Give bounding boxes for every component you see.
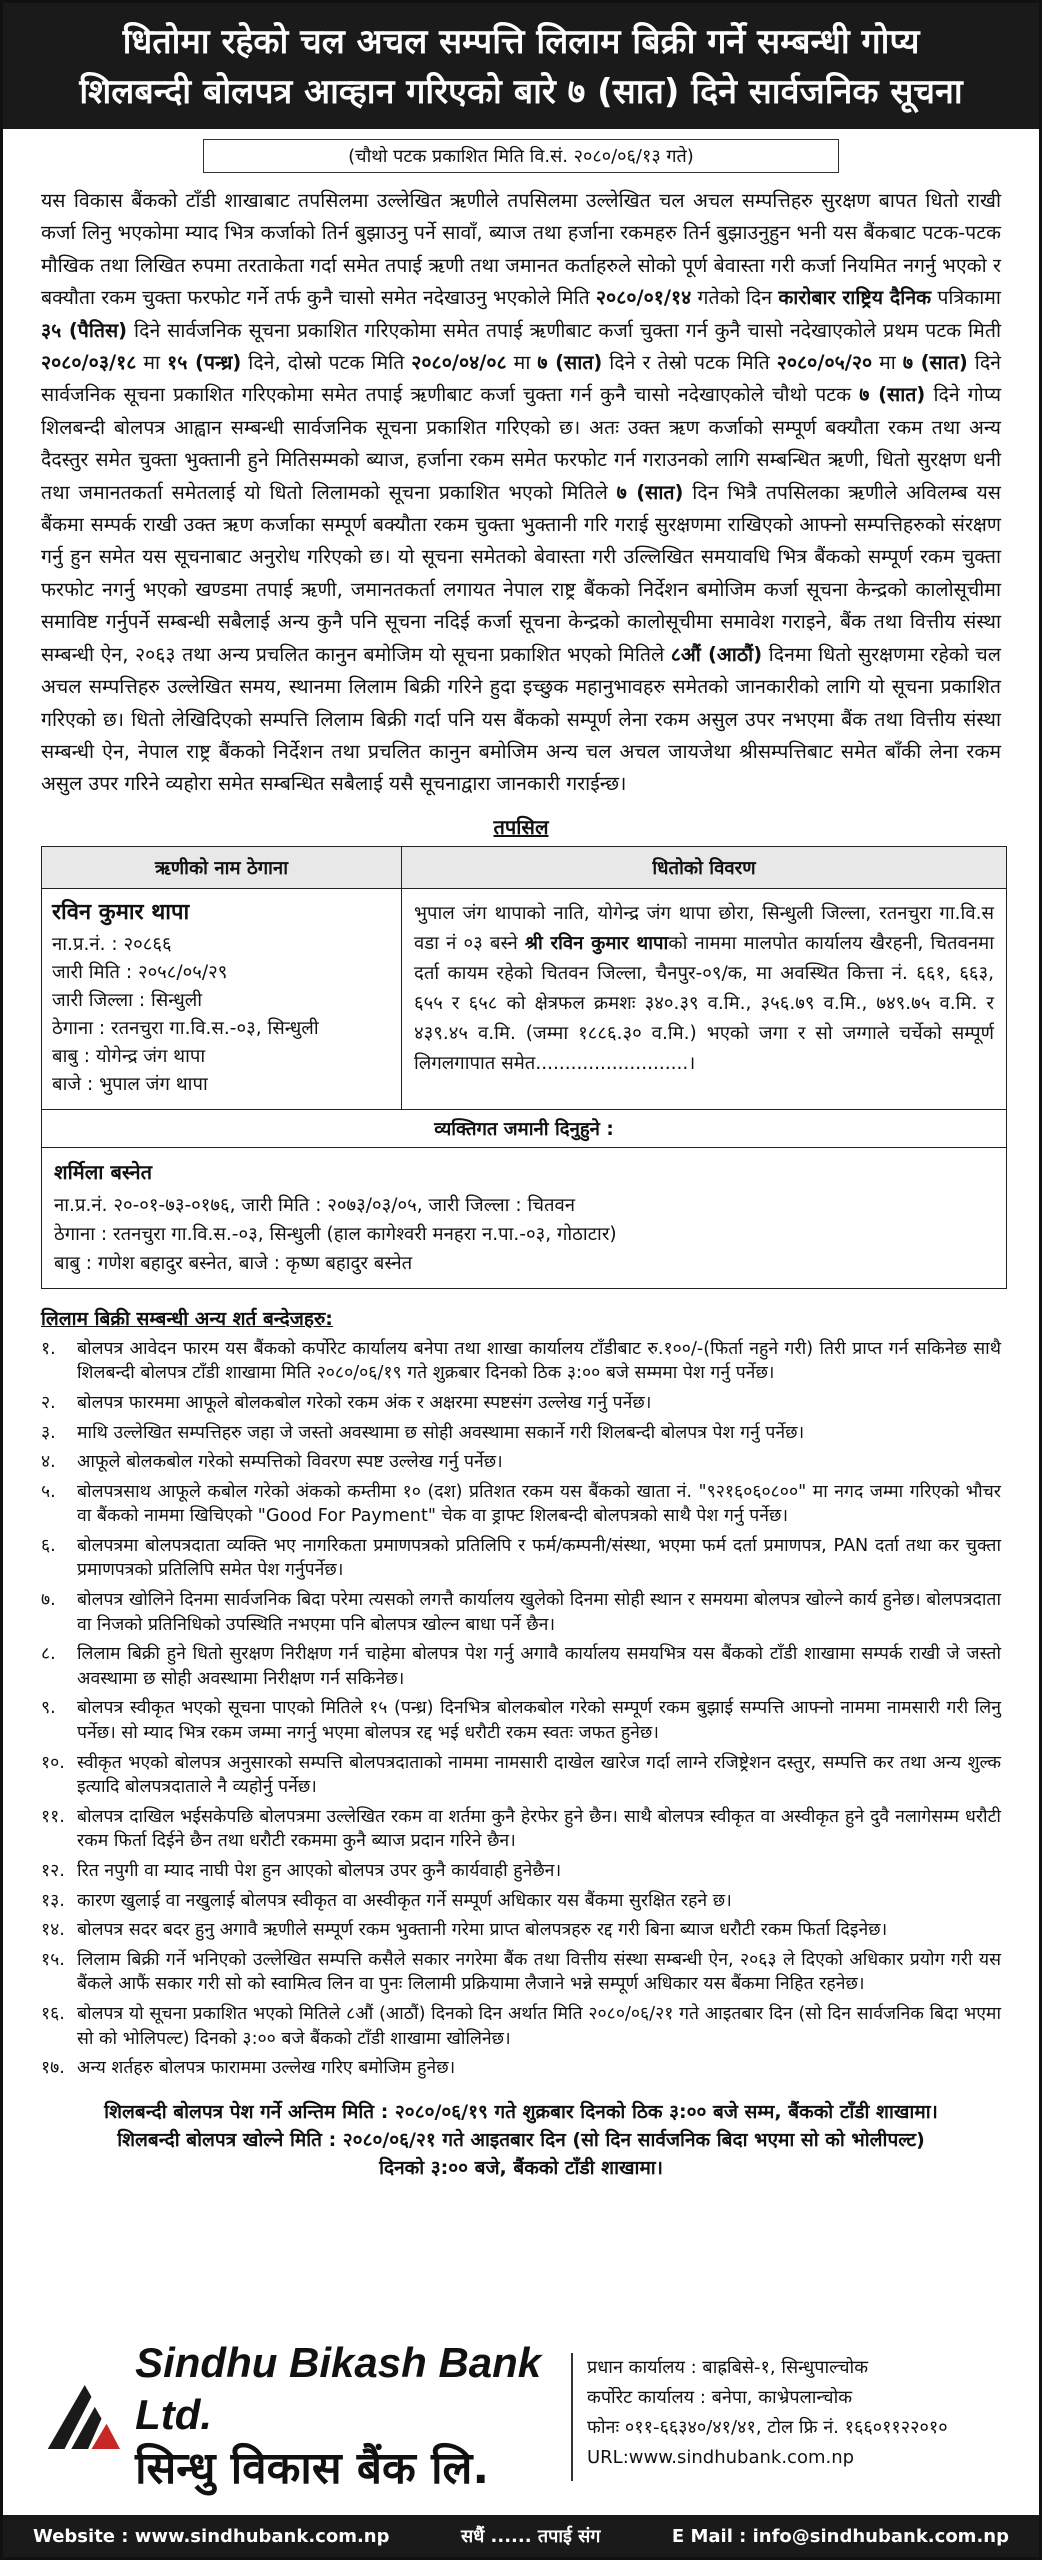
bank-name-nepali: सिन्धु विकास बैंक लि. xyxy=(135,2443,490,2494)
bank-contact xyxy=(571,2353,948,2481)
term-number: ६. xyxy=(41,1535,56,1556)
borrower-cell xyxy=(42,888,402,1109)
borrower-name: रविन कुमार थापा xyxy=(52,899,190,925)
term-number: १५. xyxy=(41,1949,65,1970)
term-text: स्वीकृत भएको बोलपत्र अनुसारको सम्पत्ति बोलपत्रदाताको नाममा नामसारी दाखेल खारेज गर्दा लाग्ने रजिष्ट्रेशन दस्तुर, सम्पत्ति कर तथा अन्य शुल्क इत्यादि बोलपत्रदाताले नै व्यहोर्नु पर्नेछ। xyxy=(77,1752,1001,1798)
borrower-detail: बाजे : भुपाल जंग थापा xyxy=(52,1073,208,1095)
term-number: ९. xyxy=(41,1698,56,1719)
corporate-office: कर्पोरेट कार्यालय : बनेपा, काभ्रेपलान्चोक xyxy=(587,2387,853,2408)
term-text: बोलपत्र दाखिल भईसकेपछि बोलपत्रमा उल्लेखित रकम वा शर्तमा कुनै हेरफेर हुने छैन। साथै बोलपत्र स्वीकृत वा अस्वीकृत हुने दुवै नलागेसम्म धरौटी रकम फिर्ता दिईने छैन तथा धरौटी रकममा कुनै ब्याज प्रदान गरिने छैन। xyxy=(77,1806,1001,1852)
guarantor-detail: ठेगाना : रतनचुरा गा.वि.स.-०३, सिन्धुली (हाल कागेश्वरी मनहरा न.पा.-०३, गोठाटार) xyxy=(54,1223,617,1245)
term-text: रित नपुगी वा म्याद नाघी पेश हुन आएको बोलपत्र उपर कुनै कार्यवाही हुनेछैन। xyxy=(77,1861,562,1881)
term-number: ५. xyxy=(41,1481,56,1502)
footer-website[interactable]: Website : www.sindhubank.com.np xyxy=(33,2525,390,2547)
term-number: ३. xyxy=(41,1422,56,1443)
terms-list xyxy=(3,1337,1039,2081)
term-item xyxy=(41,1642,1001,1691)
term-number: ७. xyxy=(41,1590,56,1611)
term-number: १७. xyxy=(41,2058,65,2079)
collateral-owner-name: श्री रविन कुमार थापा xyxy=(524,932,669,954)
borrower-detail: ठेगाना : रतनचुरा गा.वि.स.-०३, सिन्धुली xyxy=(52,1017,319,1039)
term-text: बोलपत्रमा बोलपत्रदाता व्यक्ति भए नागरिकता प्रमाणपत्रको प्रतिलिपि र फर्म/कम्पनी/संस्था, भएमा फर्म दर्ता प्रमाणपत्र, PAN दर्ता तथा कर चुक्ता प्रमाणपत्रको प्रतिलिपि समेत पेश गर्नुपर्नेछ। xyxy=(77,1535,1001,1581)
header-line-1: धितोमा रहेको चल अचल सम्पत्ति लिलाम बिक्री गर्ने सम्बन्धी गोप्य xyxy=(122,22,920,62)
term-text: आफूले बोलकबोल गरेको सम्पत्तिको विवरण स्पष्ट उल्लेख गर्नु पर्नेछ। xyxy=(77,1452,503,1473)
term-item xyxy=(41,1751,1001,1800)
guarantee-title: व्यक्तिगत जमानी दिनुहुने : xyxy=(42,1109,1007,1147)
bank-logo-block xyxy=(41,2339,551,2494)
term-item xyxy=(41,1391,1001,1416)
footer-email[interactable]: E Mail : info@sindhubank.com.np xyxy=(671,2525,1009,2547)
term-item xyxy=(41,2002,1001,2051)
term-number: १६. xyxy=(41,2003,65,2024)
term-item xyxy=(41,1450,1001,1475)
guarantor-detail: बाबु : गणेश बहादुर बस्नेत, बाजे : कृष्ण बहादुर बस्नेत xyxy=(54,1252,413,1274)
term-item xyxy=(41,1696,1001,1745)
schedule-title: तपसिल xyxy=(493,814,549,839)
term-number: १२. xyxy=(41,1861,65,1881)
term-text: बोलपत्र यो सूचना प्रकाशित भएको मितिले ८औं (आठौं) दिनको दिन अर्थात मिति २०८०/०६/२१ गते आइतबार दिन (सो दिन सार्वजनिक बिदा भएमा सो को भोलिपल्ट) दिनको ३:०० बजे बैंकको टाँडी शाखामा खोलिनेछ। xyxy=(77,2003,1001,2049)
term-text: बोलपत्रसाथ आफूले कबोल गरेको अंकको कम्तीमा १० (दश) प्रतिशत रकम यस बैंकको खाता नं. "९२१६०६०८००" मा नगद जम्मा गरिएको भौचर वा बैंकको नाममा खिचिएको "Good For Payment" चेक वा ड्राफ्ट शिलबन्दी बोलपत्रको साथै पेश गर्नु पर्नेछ। xyxy=(77,1481,1001,1527)
guarantor-cell xyxy=(42,1147,1007,1288)
term-text: बोलपत्र फारममा आफूले बोलकबोल गरेको रकम अंक र अक्षरमा स्पष्टसंग उल्लेख गर्नु पर्नेछ। xyxy=(77,1392,652,1413)
opening-time: दिनको ३:०० बजे, बैंकको टाँडी शाखामा। xyxy=(379,2156,663,2179)
term-text: अन्य शर्तहरु बोलपत्र फाराममा उल्लेख गरिए बमोजिम हुनेछ। xyxy=(77,2058,456,2079)
bank-logo-icon xyxy=(41,2367,125,2467)
footer-bar xyxy=(3,2515,1039,2557)
head-office: प्रधान कार्यालय : बाह्रबिसे-१, सिन्धुपाल्चोक xyxy=(587,2357,869,2378)
borrower-detail: जारी जिल्ला : सिन्धुली xyxy=(52,989,203,1011)
term-text: बोलपत्र स्वीकृत भएको सूचना पाएको मितिले १५ (पन्ध्र) दिनभित्र बोलकबोल गरेको सम्पूर्ण रकम बुझाई सम्पत्ति आफ्नो नाममा नामसारी गरी लिनु पर्नेछ। सो म्याद भित्र रकम जम्मा नगर्नु भएमा बोलपत्र रद्द भई धरौटी रकम स्वतः जफत हुनेछ। xyxy=(77,1698,1001,1744)
col-collateral-header: धितोको विवरण xyxy=(402,846,1007,888)
collateral-cell: भुपाल जंग थापाको नाति, योगेन्द्र जंग थापा छोरा, सिन्धुली जिल्ला, रतनचुरा गा.वि.स वडा नं ०३ बस्ने श्री रविन कुमार थापाको नाममा मालपोत कार्यालय खैरहनी, चितवनमा दर्ता कायम रहेको चितवन जिल्ला, चैनपुर-०९/क, मा अवस्थित कित्ता नं. ६६१, ६६३, ६५५ र ६५८ को क्षेत्रफल क्रमशः ३४०.३९ व.मि., ३५६.७९ व.मि., ७४९.७५ व.मि. र ४३९.४५ व.मि. (जम्मा १८८६.३० व.मि.) भएको जगा र सो जग्गाले चर्चेको सम्पूर्ण लिगलगापात समेत..........................। xyxy=(402,888,1007,1109)
term-text: लिलाम बिक्री हुने धितो सुरक्षण निरीक्षण गर्न चाहेमा बोलपत्र पेश गर्नु अगावै कार्यालय समयभित्र यस बैंकको टाँडी शाखामा सम्पर्क राखी जे जस्तो अवस्थामा छ सोही अवस्थामा निरीक्षण गर्न सकिनेछ। xyxy=(77,1644,1001,1689)
borrower-detail: जारी मिति : २०५८/०५/२९ xyxy=(52,961,228,983)
footer-tagline: सधैं ...... तपाई संग xyxy=(461,2526,601,2547)
bank-branding xyxy=(41,2339,1007,2494)
publication-date-note: (चौथो पटक प्रकाशित मिति वि.सं. २०८०/०६/१३ गते) xyxy=(203,139,839,173)
term-item xyxy=(41,1805,1001,1854)
term-number: १०. xyxy=(41,1752,65,1773)
term-number: १. xyxy=(41,1338,56,1359)
guarantor-detail: ना.प्र.नं. २०-०१-७३-०१७६, जारी मिति : २०७३/०३/०५, जारी जिल्ला : चितवन xyxy=(54,1194,576,1216)
header-line-2: शिलबन्दी बोलपत्र आव्हान गरिएको बारे ७ (सात) दिने सार्वजनिक सूचना xyxy=(79,72,963,112)
term-text: बोलपत्र खोलिने दिनमा सार्वजनिक बिदा परेमा त्यसको लगत्तै कार्यालय खुलेको दिनमा सोही स्थान र समयमा बोलपत्र खोल्ने कार्य हुनेछ। बोलपत्रदाता वा निजको प्रतिनिधिको उपस्थिति नभएमा पनि बोलपत्र खोल्न बाधा पर्ने छैन। xyxy=(77,1590,1001,1635)
term-item xyxy=(41,1918,1001,1943)
term-number: ८. xyxy=(41,1644,56,1665)
term-number: ४. xyxy=(41,1452,56,1473)
term-text: बोलपत्र आवेदन फारम यस बैंकको कर्पोरेट कार्यालय बनेपा तथा शाखा कार्यालय टाँडीबाट रु.१००/-(फिर्ता नहुने गरी) तिरी प्राप्त गर्न सकिनेछ साथै शिलबन्दी बोलपत्र टाँडी शाखामा मिति २०८०/०६/१९ गते शुक्रबार दिनको ठिक ३:०० बजे सम्ममा पेश गर्नु पर्नेछ। xyxy=(77,1338,1001,1384)
term-item xyxy=(41,1889,1001,1914)
col-borrower-header: ऋणीको नाम ठेगाना xyxy=(42,846,402,888)
guarantor-name: शर्मिला बस्नेत xyxy=(54,1159,153,1184)
term-text: लिलाम बिक्री गर्ने भनिएको उल्लेखित सम्पत्ति कसैले सकार नगरेमा बैंक तथा वित्तीय संस्था सम्बन्धी ऐन, २०६३ ले दिएको अधिकार प्रयोग गरी यस बैंकले आफैं सकार गरी सो को स्वामित्व लिन वा पुनः लिलामी प्रक्रियामा लैजाने भन्ने सम्पूर्ण अधिकार यस बैंकमा निहित रहनेछ। xyxy=(77,1949,1001,1995)
term-text: माथि उल्लेखित सम्पत्तिहरु जहा जे जस्तो अवस्थामा छ सोही अवस्थामा सकार्ने गरी शिलबन्दी बोलपत्र पेश गर्नु पर्नेछ। xyxy=(77,1422,805,1443)
phone-numbers: फोनः ०११-६६३४०/४१/४१, टोल फ्रि नं. १६६०११२२०१० xyxy=(587,2417,948,2438)
notice-header xyxy=(3,3,1039,129)
term-number: १४. xyxy=(41,1920,65,1941)
term-item xyxy=(41,1859,1001,1884)
term-number: ११. xyxy=(41,1806,65,1827)
term-text: बोलपत्र सदर बदर हुनु अगावै ऋणीले सम्पूर्ण रकम भुक्तानी गरेमा प्राप्त बोलपत्रहरु रद्द गरी बिना ब्याज धरौटी रकम फिर्ता दिइनेछ। xyxy=(77,1920,888,1941)
intro-paragraph: यस विकास बैंकको टाँडी शाखाबाट तपसिलमा उल्लेखित ऋणीले तपसिलमा उल्लेखित चल अचल सम्पत्तिहरु सुरक्षण बापत धितो राखी कर्जा लिनु भएकोमा म्याद भित्र कर्जाको तिर्न बुझाउनु पर्ने सावाँ, ब्याज तथा हर्जाना रकमहरु तिर्न बुझाउनुहुन भनी यस बैंकबाट पटक-पटक मौखिक तथा लिखित रुपमा तरताकेता गर्दा समेत तपाई ऋणी तथा जमानत कर्ताहरुले सोको पूर्ण बेवास्ता गरी कर्जा नियमित नगर्नु भएको र बक्यौता रकम चुक्ता फरफोट गर्ने तर्फ कुनै चासो समेत नदेखाउनु भएकोले मिति २०८०/०१/१४ गतेको दिन कारोबार राष्ट्रिय दैनिक पत्रिकामा ३५ (पैतिस) दिने सार्वजनिक सूचना प्रकाशित गरिएकोमा समेत तपाई ऋणीबाट कर्जा चुक्ता गर्न कुनै चासो नदेखाएकोले प्रथम पटक मिती २०८०/०३/१८ मा १५ (पन्ध्र) दिने, दोस्रो पटक मिति २०८०/०४/०८ मा ७ (सात) दिने र तेस्रो पटक मिति २०८०/०५/२० मा ७ (सात) दिने सार्वजनिक सूचना प्रकाशित गरिएकोमा समेत तपाई ऋणीबाट कर्जा चुक्ता गर्न कुनै चासो नदेखाएकोले चौथो पटक ७ (सात) दिने गोप्य शिलबन्दी बोलपत्र आह्वान सम्बन्धी सार्वजनिक सूचना प्रकाशित गरिएको छ। अतः उक्त ऋण कर्जाको सम्पूर्ण बक्यौता रकम तथा अन्य दैदस्तुर समेत चुक्ता भुक्तानी हुने मितिसम्मको ब्याज, हर्जाना रकम समेत फरफोट गर्न गराउनको लागि सम्बन्धित ऋणी, धितो सुरक्षण धनी तथा जमानतकर्ता समेतलाई यो धितो लिलामको सूचना प्रकाशित भएको मितिले ७ (सात) दिन भित्रै तपसिलका ऋणीले अविलम्ब यस बैंकमा सम्पर्क राखी उक्त ऋण कर्जाका सम्पूर्ण बक्यौता रकम चुक्ता भुक्तानी गरि गराई सुरक्षणमा राखिएको आफ्नो सम्पत्तिहरुको संरक्षण गर्नु हुन समेत यस सूचनाबाट अनुरोध गरिएको छ। यो सूचना समेतको बेवास्ता गरी उल्लिखित समयावधि भित्र बैंकको सम्पूर्ण रकम चुक्ता फरफोट नगर्नु भएको खण्डमा तपाई ऋणी, जमानतकर्ता लगायत नेपाल राष्ट्र बैंकको निर्देशन बमोजिम कर्जा सूचना केन्द्रको कालोसूचीमा समाविष्ट गर्नुपर्ने सम्बन्धी सबैलाई अन्य कुनै पनि सूचना नदिई कर्जा सूचना केन्द्रको कालोसूचीमा समावेश गराइने, बैंक तथा वित्तीय संस्था सम्बन्धी ऐन, २०६३ तथा अन्य प्रचलित कानुन बमोजिम यो सूचना प्रकाशित भएको मितिले ८औं (आठौं) दिनमा धितो सुरक्षणमा रहेको चल अचल सम्पत्तिहरु उल्लेखित समय, स्थानमा लिलाम बिक्री गरिने हुदा इच्छुक महानुभावहरु समेतको जानकारीको लागि यो सूचना प्रकाशित गरिएको छ। धितो लेखिदिएको सम्पत्ति लिलाम बिक्री गर्दा पनि यस बैंकको सम्पूर्ण लेना रकम असुल उपर नभएमा बैंक तथा वित्तीय संस्था सम्बन्धी ऐन, नेपाल राष्ट्र बैंकको निर्देशन तथा प्रचलित कानुन बमोजिम अन्य चल अचल जायजेथा श्रीसम्पत्तिबाट समेत बाँकी लेना रकम असुल उपर गरिने व्यहोरा समेत सम्बन्धित सबैलाई यसै सूचनाद्वारा जानकारी गराईन्छ। xyxy=(41,189,1002,796)
term-number: २. xyxy=(41,1392,56,1413)
term-item xyxy=(41,1337,1001,1386)
website-url[interactable]: URL:www.sindhubank.com.np xyxy=(587,2447,855,2468)
term-item xyxy=(41,1948,1001,1997)
submission-deadline: शिलबन्दी बोलपत्र पेश गर्ने अन्तिम मिति : २०८०/०६/१९ गते शुक्रबार दिनको ठिक ३:०० बजे सम्म, बैंकको टाँडी शाखामा। xyxy=(104,2100,938,2123)
borrower-detail: बाबु : योगेन्द्र जंग थापा xyxy=(52,1045,206,1067)
borrower-detail: ना.प्र.नं. : २०८६६ xyxy=(52,933,172,955)
term-item xyxy=(41,1588,1001,1637)
schedule-table xyxy=(41,846,1007,1289)
terms-title: लिलाम बिक्री सम्बन्धी अन्य शर्त बन्देजहरु: xyxy=(41,1307,333,1330)
opening-date: शिलबन्दी बोलपत्र खोल्ने मिति : २०८०/०६/२१ गते आइतबार दिन (सो दिन सार्वजनिक बिदा भएमा सो को भोलीपल्ट) xyxy=(117,2128,925,2151)
term-item xyxy=(41,1421,1001,1446)
table-row xyxy=(42,888,1007,1109)
term-item xyxy=(41,2056,1001,2081)
term-number: १३. xyxy=(41,1890,65,1911)
bank-name-english: Sindhu Bikash Bank Ltd. xyxy=(135,2339,542,2438)
term-text: कारण खुलाई वा नखुलाई बोलपत्र स्वीकृत वा अस्वीकृत गर्ने सम्पूर्ण अधिकार यस बैंकमा सुरक्षित रहने छ। xyxy=(77,1890,732,1911)
guarantee-title-row xyxy=(42,1109,1007,1147)
term-item xyxy=(41,1480,1001,1529)
guarantee-row xyxy=(42,1147,1007,1288)
table-header-row xyxy=(42,846,1007,888)
deadline-block xyxy=(3,2086,1039,2182)
term-item xyxy=(41,1534,1001,1583)
